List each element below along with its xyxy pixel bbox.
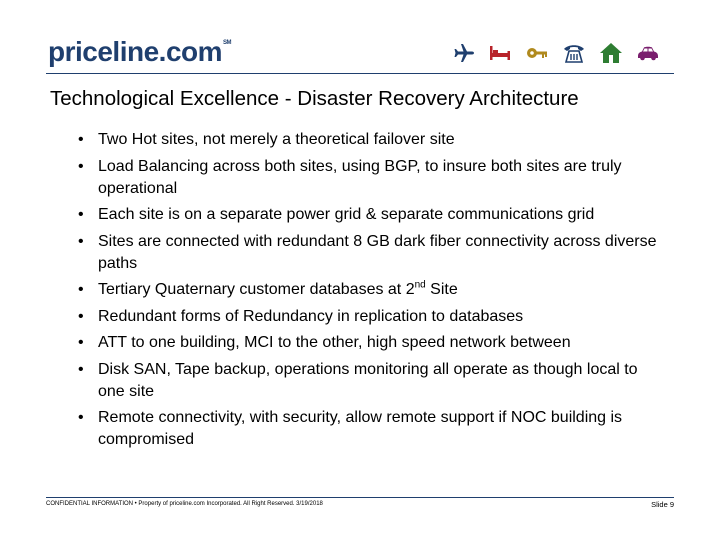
slide-title: Technological Excellence - Disaster Recovery Architecture bbox=[50, 87, 579, 110]
bullet-text: Site bbox=[425, 281, 458, 298]
bed-icon bbox=[488, 41, 512, 65]
logo-text: priceline.com bbox=[48, 36, 223, 67]
bullet-item bbox=[78, 279, 658, 301]
bullet-item: • Each site is on a separate power grid & separate communications grid bbox=[78, 204, 658, 226]
bullet-item: • Two Hot sites, not merely a theoretical failover site bbox=[78, 129, 658, 151]
bullet-item: • Redundant forms of Redundancy in replication to databases bbox=[78, 306, 658, 328]
phone-icon bbox=[562, 41, 586, 65]
bullet-item: • Remote connectivity, with security, allow remote support if NOC building is compromised bbox=[78, 407, 658, 451]
footer-divider bbox=[46, 497, 674, 498]
car-icon bbox=[636, 41, 660, 65]
confidential-notice: CONFIDENTIAL INFORMATION • Property of priceline.com Incorporated. All Right Reserved. 3/19/2018 bbox=[46, 501, 323, 507]
key-icon bbox=[525, 41, 549, 65]
priceline-logo bbox=[48, 38, 231, 66]
bullet-list bbox=[78, 129, 658, 456]
airplane-icon bbox=[452, 41, 476, 65]
bullet-item: • Disk SAN, Tape backup, operations monitoring all operate as though local to one site bbox=[78, 359, 658, 403]
bullet-item: • Load Balancing across both sites, using BGP, to insure both sites are truly operational bbox=[78, 156, 658, 200]
header-divider bbox=[46, 73, 674, 74]
bullet-item: • ATT to one building, MCI to the other, high speed network between bbox=[78, 332, 658, 354]
service-mark: SM bbox=[223, 40, 232, 46]
bullet-item: • Sites are connected with redundant 8 GB dark fiber connectivity across diverse paths bbox=[78, 231, 658, 275]
ordinal-suffix: nd bbox=[414, 279, 426, 291]
slide-number: Slide 9 bbox=[651, 500, 674, 509]
bullet-text: Tertiary Quaternary customer databases at 2 bbox=[98, 281, 415, 298]
house-icon bbox=[599, 41, 623, 65]
